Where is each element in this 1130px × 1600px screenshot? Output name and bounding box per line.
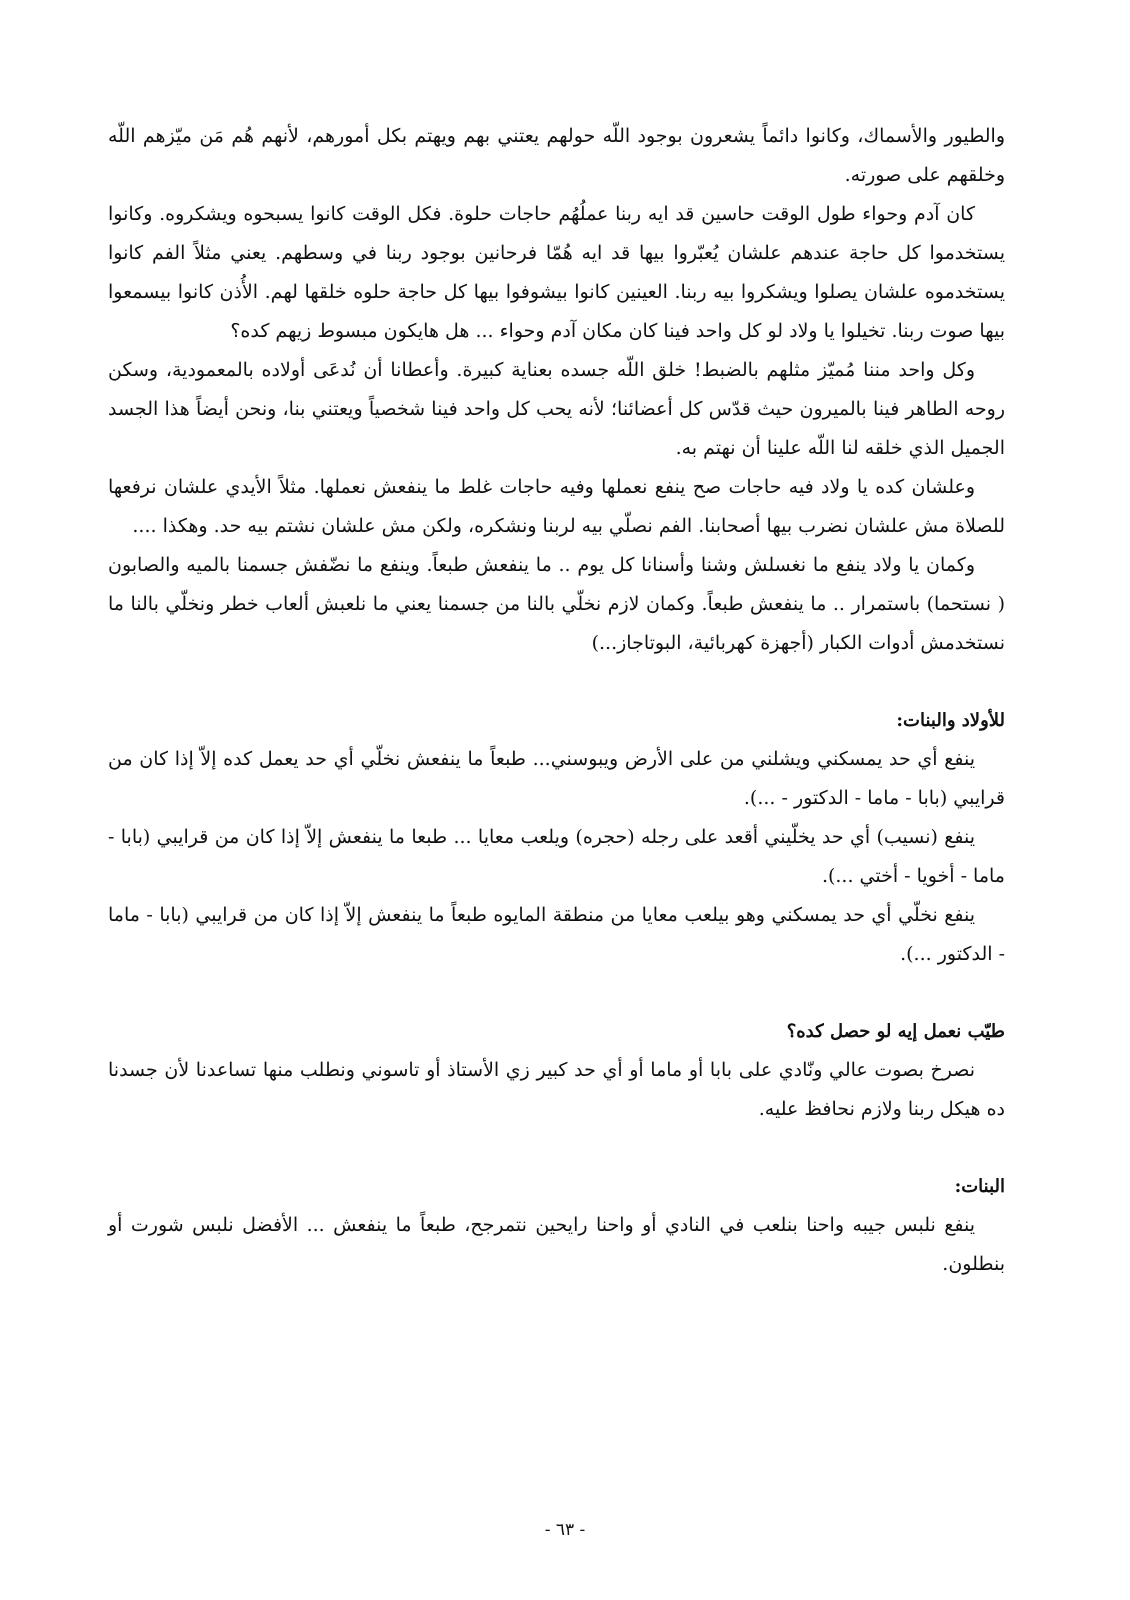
- page-content: [108, 117, 1005, 1284]
- section-heading-boys-girls: للأولاد والبنات:: [896, 710, 1005, 731]
- paragraph: ينفع نلبس جيبه واحنا بنلعب في النادي أو واحنا رايحين نتمرجح، طبعاً ما ينفعش ... الأفضل نلبس شورت أو بنطلون.: [108, 1214, 1005, 1275]
- section-heading-girls: البنات:: [954, 1176, 1005, 1197]
- paragraph: وكمان يا ولاد ينفع ما نغسلش وشنا وأسنانا كل يوم .. ما ينفعش طبعاً. وينفع ما نضّفش جسمنا بالميه والصابون ( نستحما) باستمرار .. ما ينفعش طبعاً. وكمان لازم نخلّي بالنا من جسمنا يعني ما نلعبش ألعاب خطر ونخلّي بالنا ما نستخدمش أدوات الكبار (أجهزة كهربائية، البوتاجاز...): [108, 554, 1005, 654]
- paragraph: ينفع أي حد يمسكني ويشلني من على الأرض ويبوسني... طبعاً ما ينفعش نخلّي أي حد يعمل كده إلاّ إذا كان من قرايبي (بابا - ماما - الدكتور - ...).: [108, 748, 1005, 809]
- section-gap: [108, 1129, 1005, 1167]
- paragraph: ينفع (نسيب) أي حد يخلّيني أقعد على رجله (حجره) ويلعب معايا ... طبعا ما ينفعش إلاّ إذا كان من قرايبي (بابا - ماما - أخويا - أختي ...).: [108, 826, 1005, 887]
- paragraph: وكل واحد مننا مُميّز مثلهم بالضبط! خلق اللّه جسده بعناية كبيرة. وأعطانا أن نُدعَى أولاده بالمعمودية، وسكن روحه الطاهر فينا بالميرون حيث قدّس كل أعضائنا؛ لأنه يحب كل واحد فينا شخصياً ويعتني بنا، ونحن أيضاً هذا الجسد الجميل الذي خلقه لنا اللّه علينا أن نهتم به.: [108, 359, 1005, 459]
- page-number: - ٦٣ -: [544, 1520, 586, 1540]
- paragraph: ينفع نخلّي أي حد يمسكني وهو بيلعب معايا من منطقة المايوه طبعاً ما ينفعش إلاّ إذا كان من قرايبي (بابا - ماما - الدكتور ...).: [108, 904, 1005, 965]
- paragraph: وعلشان كده يا ولاد فيه حاجات صح ينفع نعملها وفيه حاجات غلط ما ينفعش نعملها. مثلاً الأيدي علشان نرفعها للصلاة مش علشان نضرب بيها أصحابنا. الفم نصلّي بيه لربنا ونشكره، ولكن مش علشان نشتم بيه حد. وهكذا ....: [108, 476, 1005, 537]
- paragraph: نصرخ بصوت عالي ونّادي على بابا أو ماما أو أي حد كبير زي الأستاذ أو تاسوني ونطلب منها تساعدنا لأن جسدنا ده هيكل ربنا ولازم نحافظ عليه.: [108, 1059, 1005, 1120]
- section-gap: [108, 974, 1005, 1012]
- paragraph: والطيور والأسماك، وكانوا دائماً يشعرون بوجود اللّه حولهم يعتني بهم ويهتم بكل أمورهم، لأنهم هُم مَن ميّزهم اللّه وخلقهم على صورته.: [108, 125, 1005, 186]
- section-heading-what-to-do: طيّب نعمل إيه لو حصل كده؟: [786, 1021, 1005, 1042]
- paragraph: كان آدم وحواء طول الوقت حاسين قد ايه ربنا عملُهُم حاجات حلوة. فكل الوقت كانوا يسبحوه ويشكروه. وكانوا يستخدموا كل حاجة عندهم علشان يُعبّروا بيها قد ايه هُمّا فرحانين بوجود ربنا في وسطهم. يعني مثلاً الفم كانوا يستخدموه علشان يصلوا ويشكروا بيه ربنا. العينين كانوا بيشوفوا بيها كل حاجة حلوه خلقها لهم. الأُذن كانوا بيسمعوا بيها صوت ربنا. تخيلوا يا ولاد لو كل واحد فينا كان مكان آدم وحواء ... هل هايكون مبسوط زيهم كده؟: [108, 203, 1005, 342]
- section-gap: [108, 663, 1005, 701]
